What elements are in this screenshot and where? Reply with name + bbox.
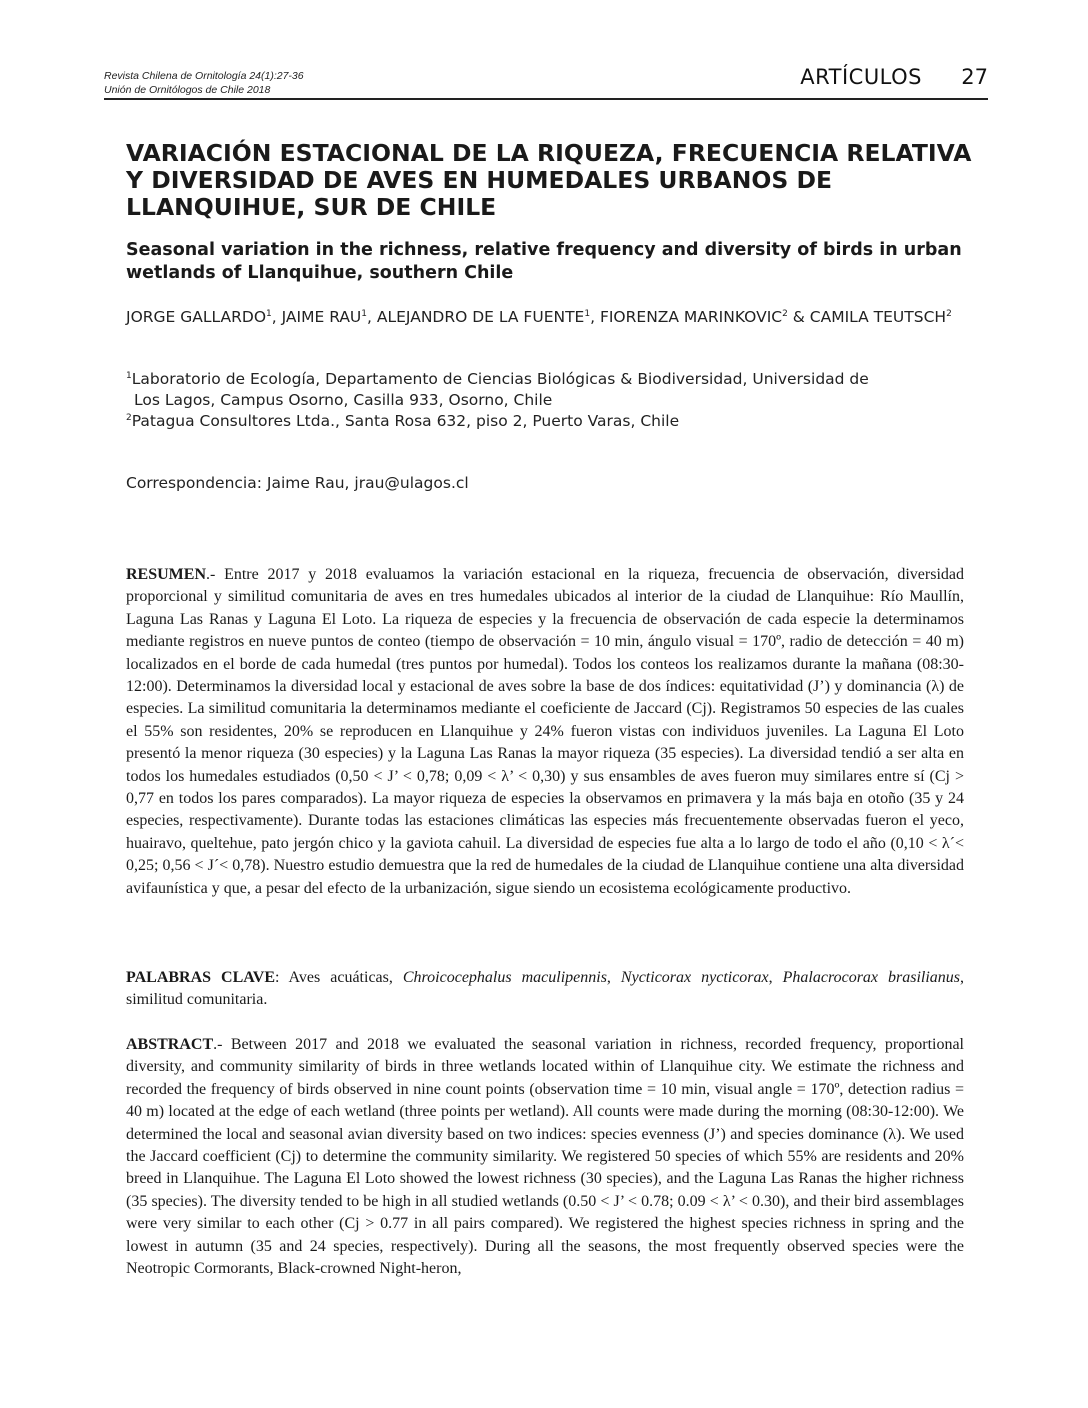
author-affiliation-mark: 2 — [782, 308, 788, 319]
resumen-text: .- Entre 2017 y 2018 evaluamos la variación estacional en la riqueza, frecuencia de observación, diversidad proporcional y similitud comunitaria de aves en tres humedales ubicados al interior de la ciudad de Llanquihue: Río Maullín, Laguna Las Ranas y Laguna El Loto. La riqueza de especies y la frecuencia de observación de cada especie la determinamos mediante registros en nueve puntos de conteo (tiempo de observación = 10 min, ángulo visual = 170º, radio de detección = 40 m) localizados en el borde de cada humedal (tres puntos por humedal). Todos los conteos los realizamos durante la mañana (08:30-12:00). Determinamos la diversidad local y estacional de aves sobre la base de dos índices: equitatividad (J’) y dominancia (λ) de especies. La similitud comunitaria la determinamos mediante el coeficiente de Jaccard (Cj). Registramos 50 especies de las cuales el 55% son residentes, 20% se reproducen en Llanquihue y 24% fueron vistas con individuos juveniles. La Laguna El Loto presentó la menor riqueza (30 especies) y la Laguna Las Ranas la mayor riqueza (35 especies). La diversidad tendió a ser alta en todos los humedales estudiados (0,50 < J’ < 0,78; 0,09 < λ’ < 0,30) y sus ensambles de aves fueron muy similares entre sí (Cj > 0,77 en todos los pares comparados). La mayor riqueza de especies la observamos en primavera y la más baja en otoño (35 y 24 especies, respectivamente). Durante todas las estaciones climáticas las especies más frecuentemente observadas fueron el yeco, huairavo, queltehue, pato jergón chico y la gaviota cahuil. La diversidad de especies fue alta a lo largo de todo el año (0,10 < λ´< 0,25; 0,56 < J´< 0,78). Nuestro estudio demuestra que la red de humedales de la ciudad de Llanquihue contiene una alta diversidad avifaunística y que, a pesar del efecto de la urbanización, sigue siendo un ecosistema ecológicamente productivo. — [126, 566, 964, 897]
abstract-paragraph — [126, 1034, 964, 1280]
header-rule — [104, 98, 988, 100]
keywords-separator: , — [768, 969, 783, 986]
affiliation-number: 2 — [126, 412, 132, 423]
author-affiliation-mark: 1 — [361, 308, 368, 319]
correspondence: Correspondencia: Jaime Rau, jrau@ulagos.cl — [126, 474, 469, 492]
affiliation-text: Patagua Consultores Ltda., Santa Rosa 632, piso 2, Puerto Varas, Chile — [131, 412, 680, 430]
keywords-text: : Aves acuáticas, — [275, 969, 403, 986]
author-name: FIORENZA MARINKOVIC — [599, 308, 783, 326]
author-affiliation-mark: 1 — [266, 308, 272, 319]
resumen-paragraph — [126, 564, 964, 900]
journal-publisher: Unión de Ornitólogos de Chile 2018 — [104, 84, 271, 96]
keywords-heading: PALABRAS CLAVE — [126, 969, 275, 986]
keywords-text: , similitud comunitaria. — [126, 969, 965, 1009]
journal-citation: Revista Chilena de Ornitología 24(1):27-36 — [104, 70, 304, 82]
article-title: VARIACIÓN ESTACIONAL DE LA RIQUEZA, FRECUENCIA RELATIVA Y DIVERSIDAD DE AVES EN HUMEDALES URBANOS DE LLANQUIHUE, SUR DE CHILE — [126, 139, 972, 221]
author-separator: , — [590, 308, 600, 326]
keywords-paragraph — [126, 967, 964, 1012]
section-label: ARTÍCULOS — [800, 65, 922, 89]
page-number: 27 — [961, 65, 988, 89]
keyword-species: Nycticorax nycticorax — [620, 969, 769, 986]
affiliation-list — [126, 369, 976, 432]
author-separator: , — [367, 308, 377, 326]
affiliation-text: Laboratorio de Ecología, Departamento de Ciencias Biológicas & Biodiversidad, Universidad de — [131, 370, 869, 388]
author-affiliation-mark: 2 — [946, 308, 952, 319]
resumen-heading: RESUMEN — [126, 566, 207, 583]
keyword-species: Phalacrocorax brasilianus — [782, 969, 961, 986]
author-name: JAIME RAU — [281, 308, 362, 326]
author-list — [126, 306, 976, 328]
author-name: ALEJANDRO DE LA FUENTE — [376, 308, 585, 326]
author-separator: & — [787, 308, 810, 326]
article-subtitle: Seasonal variation in the richness, relative frequency and diversity of birds in urban wetlands of Llanquihue, southern Chile — [126, 240, 962, 283]
affiliation-item — [126, 411, 976, 432]
keywords-separator: , — [606, 969, 621, 986]
author-separator: , — [271, 308, 282, 326]
keyword-species: Chroicocephalus maculipennis — [402, 969, 607, 986]
author-affiliation-mark: 1 — [584, 308, 591, 319]
affiliation-number: 1 — [126, 370, 132, 381]
author-name: CAMILA TEUTSCH — [809, 308, 947, 326]
abstract-text: .- Between 2017 and 2018 we evaluated the seasonal variation in richness, recorded frequency, proportional diversity, and community similarity of birds in three wetlands located within of Llanquihue city. We estimate the richness and recorded the frequency of birds observed in nine count points (observation time = 10 min, visual angle = 170º, detection radius = 40 m) located at the edge of each wetland (three points per wetland). All counts were made during the morning (08:30-12:00). We determined the local and seasonal avian diversity based on two indices: species evenness (J’) and species dominance (λ). We used the Jaccard coefficient (Cj) to determine the community similarity. We registered 50 species of which 55% are residents and 20% breed in Llanquihue. The Laguna El Loto showed the lowest richness (30 species), and the Laguna Las Ranas the higher richness (35 species). The diversity tended to be high in all studied wetlands (0.50 < J’ < 0.78; 0.09 < λ’ < 0.30), and their bird assemblages were very similar to each other (Cj > 0.77 in all pairs compared). We registered the highest species richness in spring and the lowest in autumn (35 and 24 species, respectively). During all the seasons, the most frequently observed species were the Neotropic Cormorants, Black-crowned Night-heron, — [126, 1036, 964, 1278]
affiliation-text-continued: Los Lagos, Campus Osorno, Casilla 933, Osorno, Chile — [134, 391, 553, 409]
abstract-heading: ABSTRACT — [126, 1036, 214, 1053]
affiliation-item — [126, 369, 976, 411]
author-name: JORGE GALLARDO — [126, 308, 267, 326]
